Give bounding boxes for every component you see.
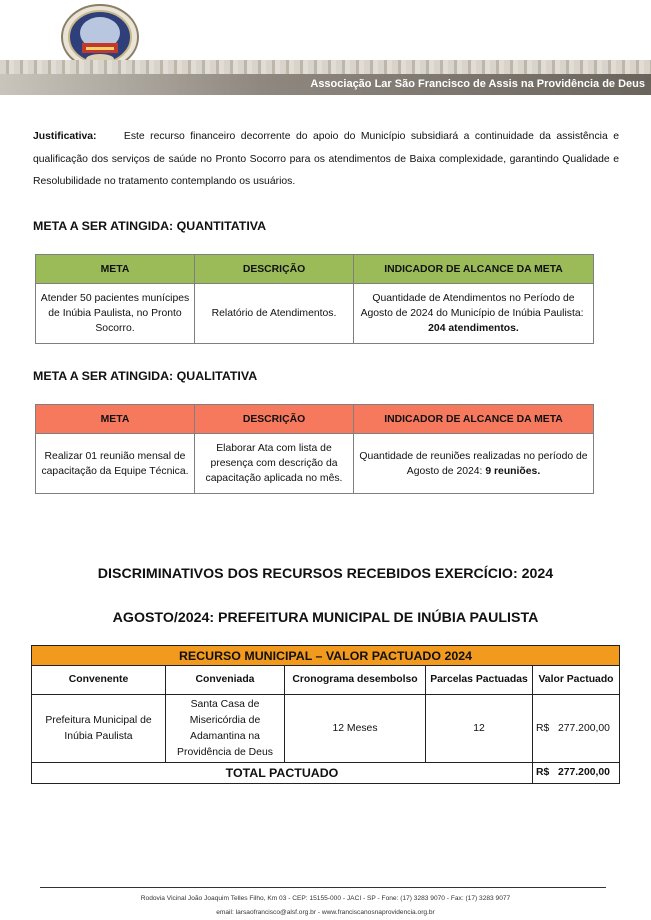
footer-address: Rodovia Vicinal João Joaquim Telles Filho, Km 03 - CEP: 15155-000 - JACI - SP - Fone: (17) 3283 9070 - Fax: (17) 3283 9077	[140, 895, 511, 902]
justificativa-label: Justificativa:	[33, 131, 97, 142]
column-header-cronograma: Cronograma desembolso	[285, 666, 426, 695]
column-header-descricao: DESCRIÇÃO	[195, 405, 354, 434]
discriminativos-title: DISCRIMINATIVOS DOS RECURSOS RECEBIDOS EXERCÍCIO: 2024	[97, 566, 554, 582]
quantitativa-indicador-cell	[354, 284, 594, 344]
qualitativa-table	[35, 404, 594, 494]
indicador-text: Quantidade de reuniões realizadas no período de Agosto de 2024:	[359, 450, 588, 477]
indicador-text: Quantidade de Atendimentos no Período de Agosto de 2024 do Município de Inúbia Paulista:	[360, 293, 584, 319]
quantitativa-meta-cell: Atender 50 pacientes munícipes de Inúbia Paulista, no Pronto Socorro.	[36, 284, 195, 344]
quantitativa-heading: META A SER ATINGIDA: QUANTITATIVA	[33, 219, 267, 233]
cronograma-cell: 12 Meses	[285, 695, 426, 763]
agosto-title: AGOSTO/2024: PREFEITURA MUNICIPAL DE INÚBIA PAULISTA	[112, 610, 539, 626]
convenente-cell: Prefeitura Municipal de Inúbia Paulista	[32, 695, 166, 763]
indicador-value: 204 atendimentos.	[428, 323, 519, 334]
quantitativa-table	[35, 254, 594, 344]
qualitativa-descricao-cell: Elaborar Ata com lista de presença com descrição da capacitação aplicada no mês.	[195, 434, 354, 494]
column-header-valor: Valor Pactuado	[533, 666, 620, 695]
qualitativa-meta-cell: Realizar 01 reunião mensal de capacitação da Equipe Técnica.	[36, 434, 195, 494]
parcelas-cell: 12	[426, 695, 533, 763]
column-header-conveniada: Conveniada	[166, 666, 285, 695]
conveniada-cell: Santa Casa de Misericórdia de Adamantina na Providência de Deus	[166, 695, 285, 763]
total-label: TOTAL PACTUADO	[32, 763, 533, 784]
valor-cell: R$ 277.200,00	[533, 695, 620, 763]
table-row	[32, 695, 620, 763]
quantitativa-descricao-cell: Relatório de Atendimentos.	[195, 284, 354, 344]
column-header-convenente: Convenente	[32, 666, 166, 695]
footer-divider	[40, 887, 606, 888]
column-header-indicador: INDICADOR DE ALCANCE DA META	[354, 255, 594, 284]
column-header-meta: META	[36, 405, 195, 434]
column-header-meta: META	[36, 255, 195, 284]
column-header-parcelas: Parcelas Pactuadas	[426, 666, 533, 695]
recurso-banner: RECURSO MUNICIPAL – VALOR PACTUADO 2024	[32, 646, 620, 666]
qualitativa-heading: META A SER ATINGIDA: QUALITATIVA	[33, 369, 258, 383]
total-value: R$ 277.200,00	[533, 763, 620, 784]
qualitativa-indicador-cell	[354, 434, 594, 494]
footer-contact: email: larsaofrancisco@alsf.org.br - www.franciscanosnaprovidencia.org.br	[216, 909, 435, 916]
letterhead	[0, 0, 651, 95]
justificativa-text: Este recurso financeiro decorrente do apoio do Município subsidiará a continuidade da assistência e qualificação dos serviços de saúde no Pronto Socorro para os atendimentos de Baixa complexidade, garantindo Qualidade e Resolubilidade no tratamento contemplando os usuários.	[33, 131, 619, 187]
header-org-title: Associação Lar São Francisco de Assis na Providência de Deus	[310, 78, 645, 90]
column-header-descricao: DESCRIÇÃO	[195, 255, 354, 284]
table-row	[36, 284, 594, 344]
header-decorative-stripe	[0, 60, 651, 74]
column-header-indicador: INDICADOR DE ALCANCE DA META	[354, 405, 594, 434]
indicador-value: 9 reuniões.	[485, 465, 541, 477]
table-row	[36, 434, 594, 494]
recurso-municipal-table	[31, 645, 620, 784]
justificativa-paragraph	[33, 126, 619, 194]
